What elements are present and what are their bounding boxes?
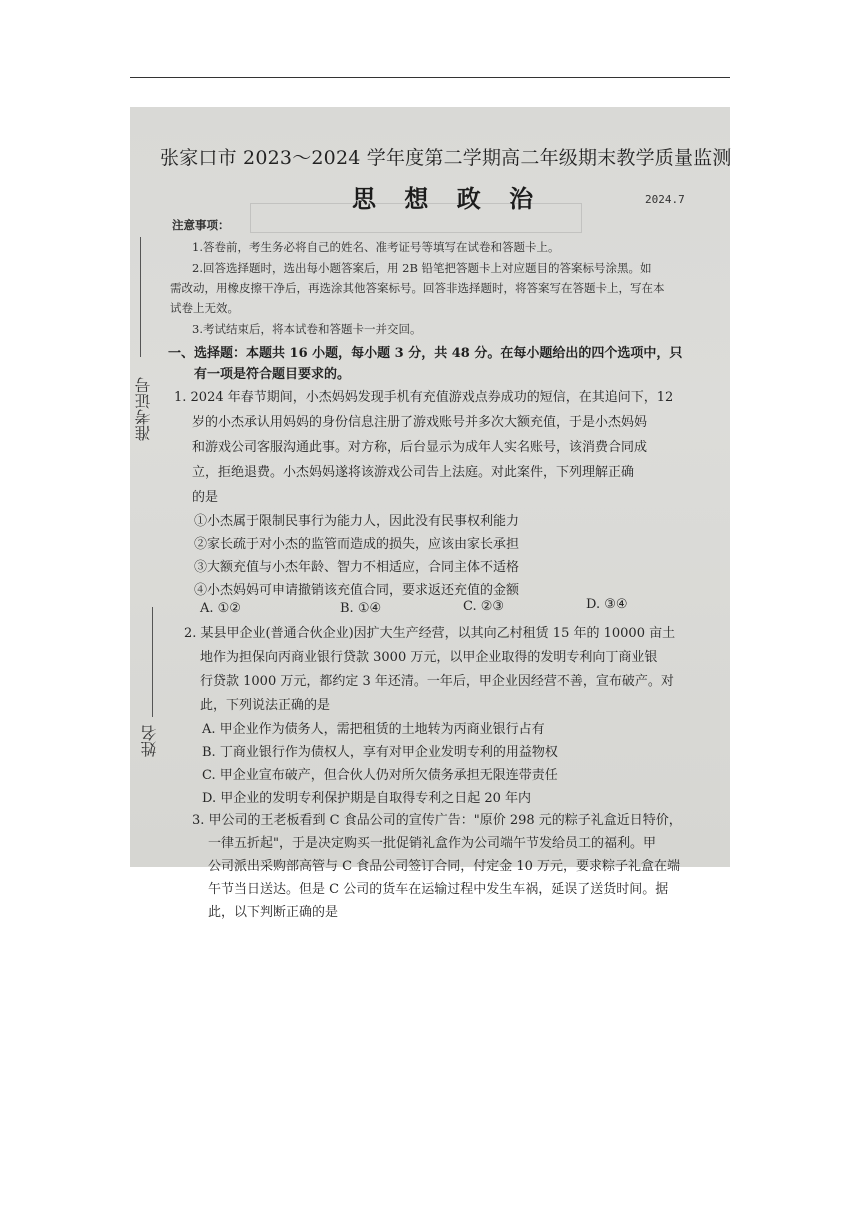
q1-stem: 的是: [192, 490, 219, 505]
q2-stem: 此，下列说法正确的是: [200, 698, 331, 713]
q1-item: ②家长疏于对小杰的监管而造成的损失，应该由家长承担: [194, 537, 520, 552]
q1-stem: 立，拒绝退费。小杰妈妈遂将该游戏公司告上法庭。对此案件，下列理解正确: [192, 465, 635, 480]
notice-line: 需改动，用橡皮擦干净后，再选涂其他答案标号。回答非选择题时，将答案写在答题卡上，写在本: [170, 281, 665, 295]
exam-title: 张家口市 2023～2024 学年度第二学期高二年级期末教学质量监测: [160, 147, 732, 169]
exam-no-line: [140, 237, 141, 357]
exam-no-label: 准考证号: [134, 377, 153, 441]
notice-line: 2.回答选择题时，选出每小题答案后，用 2B 铅笔把答题卡上对应题目的答案标号涂黑。如: [192, 261, 652, 275]
q3-stem: 午节当日送达。但是 C 公司的货车在运输过程中发生车祸，延误了送货时间。据: [208, 882, 669, 897]
q2-option-d: D. 甲企业的发明专利保护期是自取得专利之日起 20 年内: [202, 791, 532, 806]
top-rule: [130, 77, 730, 78]
section-heading: 一、选择题：本题共 16 小题，每小题 3 分，共 48 分。在每小题给出的四个选项中，只: [168, 346, 683, 361]
name-line: [152, 607, 153, 717]
q1-item: ①小杰属于限制民事行为能力人，因此没有民事权利能力: [194, 514, 520, 529]
q2-stem: 地作为担保向丙商业银行贷款 3000 万元，以甲企业取得的发明专利向丁商业银: [200, 650, 658, 665]
q2-option-b: B. 丁商业银行作为债权人，享有对甲企业发明专利的用益物权: [202, 745, 558, 760]
notice-heading: 注意事项：: [172, 218, 230, 232]
notice-line: 1.答卷前，考生务必将自己的姓名、准考证号等填写在试卷和答题卡上。: [192, 240, 560, 254]
q1-option-b: B. ①④: [340, 601, 382, 616]
name-label: 姓名: [140, 725, 159, 757]
q3-stem: 公司派出采购部高管与 C 食品公司签订合同，付定金 10 万元，要求粽子礼盒在端: [208, 859, 681, 874]
subject-title: 思 想 政 治: [352, 184, 544, 213]
q2-stem: 行贷款 1000 万元，都约定 3 年还清。一年后，甲企业因经营不善，宣布破产。对: [200, 674, 674, 689]
exam-paper-photo: [130, 107, 732, 920]
q2-option-c: C. 甲企业宣布破产，但合伙人仍对所欠债务承担无限连带责任: [202, 768, 558, 783]
q1-item: ④小杰妈妈可申请撤销该充值合同，要求返还充值的金额: [194, 583, 520, 598]
q1-stem: 和游戏公司客服沟通此事。对方称，后台显示为成年人实名账号，该消费合同成: [192, 440, 648, 455]
section-heading-cont: 有一项是符合题目要求的。: [194, 367, 351, 382]
q1-option-a: A. ①②: [200, 601, 241, 616]
q1-option-c: C. ②③: [463, 599, 505, 614]
q3-stem: 此，以下判断正确的是: [208, 905, 339, 920]
q1-item: ③大额充值与小杰年龄、智力不相适应，合同主体不适格: [194, 560, 520, 575]
q2-option-a: A. 甲企业作为债务人，需把租赁的土地转为丙商业银行占有: [202, 722, 545, 737]
q2-stem: 2. 某县甲企业(普通合伙企业)因扩大生产经营，以其向乙村租赁 15 年的 10000 亩土: [184, 626, 676, 641]
q1-option-d: D. ③④: [586, 597, 628, 612]
q1-stem: 1. 2024 年春节期间，小杰妈妈发现手机有充值游戏点券成功的短信，在其追问下，12: [174, 390, 674, 405]
q3-stem: 3. 甲公司的王老板看到 C 食品公司的宣传广告："原价 298 元的粽子礼盒近日特价，: [192, 813, 682, 828]
q1-stem: 岁的小杰承认用妈妈的身份信息注册了游戏账号并多次大额充值，于是小杰妈妈: [192, 415, 648, 430]
q3-stem: 一律五折起"，于是决定购买一批促销礼盒作为公司端午节发给员工的福利。甲: [208, 836, 656, 851]
exam-date: 2024.7: [645, 193, 685, 206]
notice-line: 试卷上无效。: [170, 301, 239, 315]
notice-line: 3.考试结束后，将本试卷和答题卡一并交回。: [192, 322, 422, 336]
